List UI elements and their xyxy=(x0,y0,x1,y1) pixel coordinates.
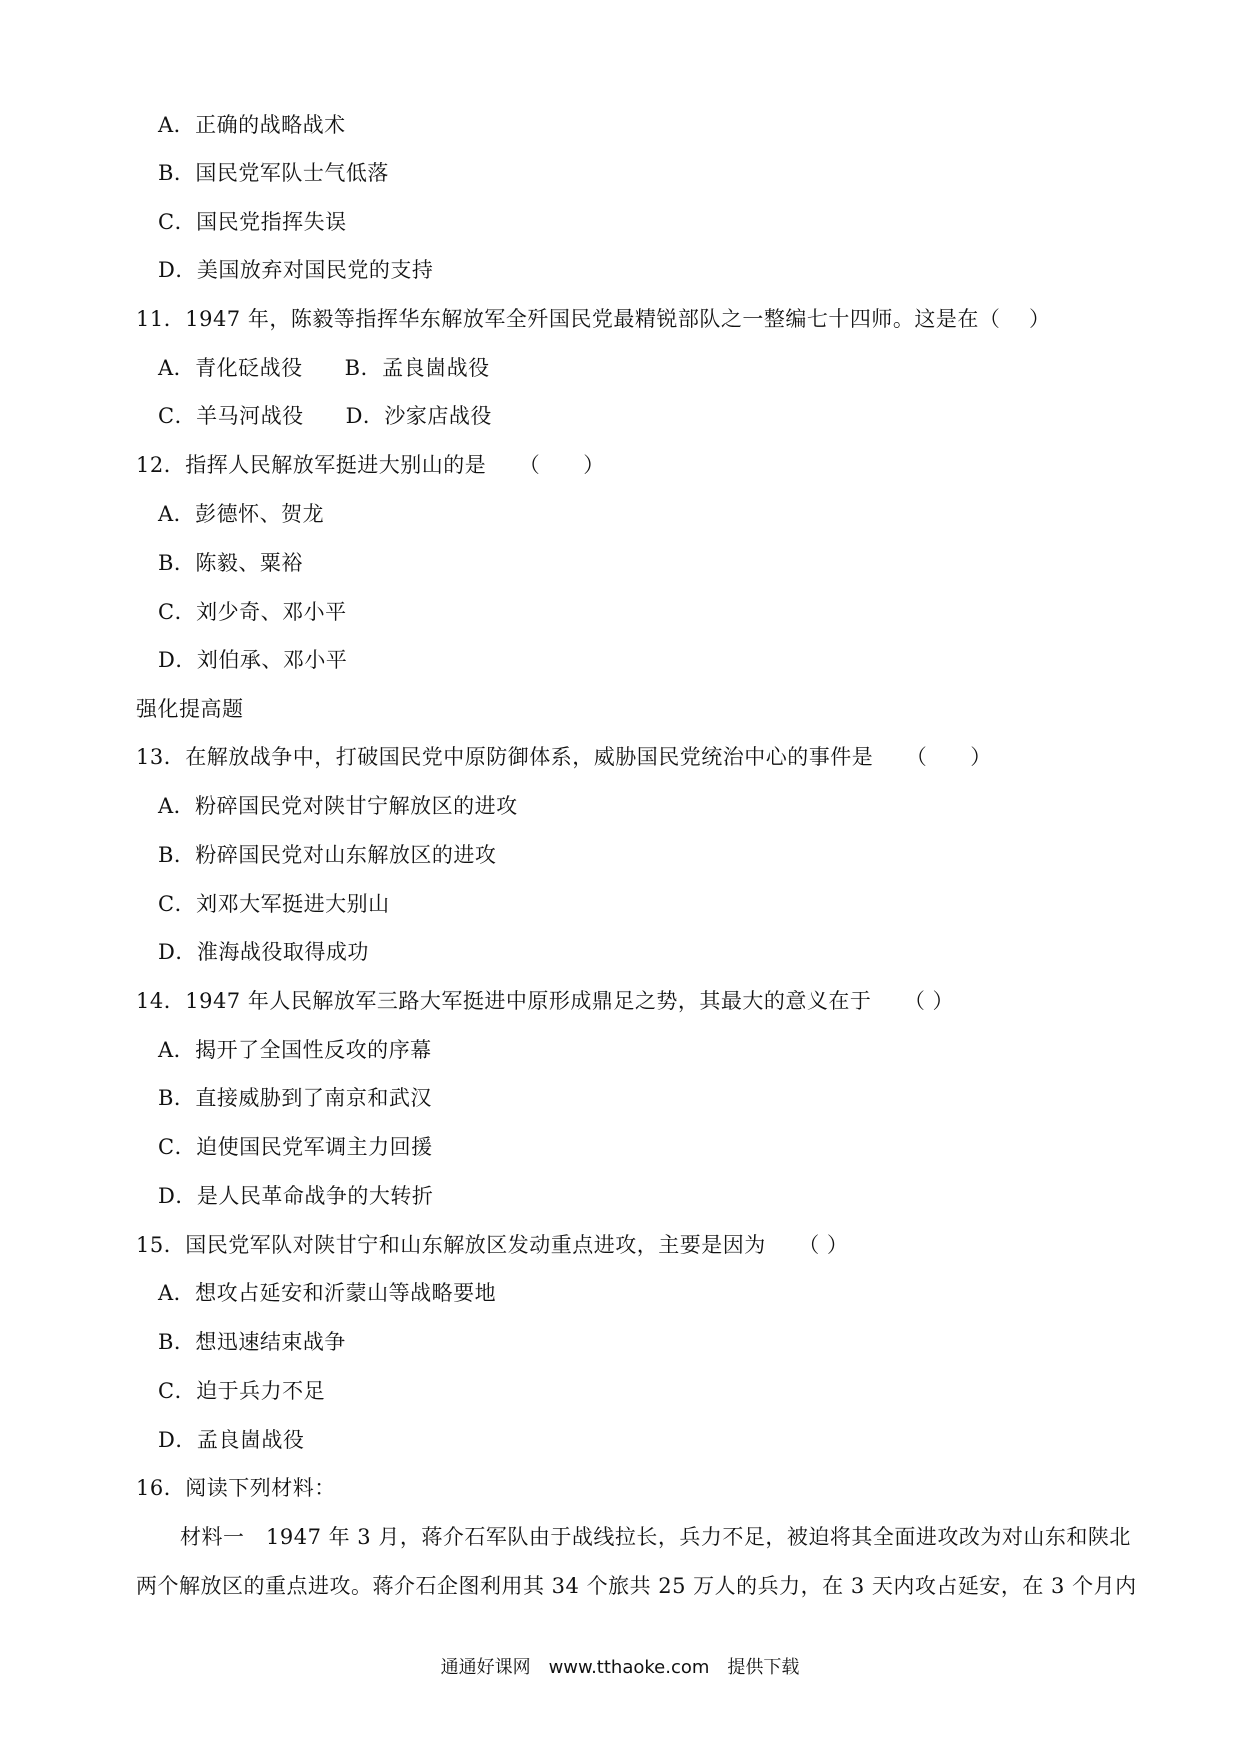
q11-option-b: B．孟良崮战役 xyxy=(344,356,490,380)
q15-option-b: B．想迅速结束战争 xyxy=(158,1330,346,1354)
q13-stem: 13．在解放战争中，打破国民党中原防御体系，威胁国民党统治中心的事件是 （ ） xyxy=(136,745,992,769)
q10-option-a: A．正确的战略战术 xyxy=(158,113,346,137)
q13-option-d: D．淮海战役取得成功 xyxy=(158,940,369,964)
page-footer: 通通好课网 www.tthaoke.com 提供下载 xyxy=(440,1657,800,1678)
q13-option-b: B．粉碎国民党对山东解放区的进攻 xyxy=(158,843,497,867)
q12-option-d: D．刘伯承、邓小平 xyxy=(158,648,348,672)
q15-option-d: D．孟良崮战役 xyxy=(158,1428,305,1452)
q11-option-c: C．羊马河战役 xyxy=(158,404,304,428)
q13-option-c: C．刘邓大军挺进大别山 xyxy=(158,892,390,916)
q11-stem: 11．1947 年，陈毅等指挥华东解放军全歼国民党最精锐部队之一整编七十四师。这是在（ ） xyxy=(136,307,1051,331)
q16-material-line-2: 两个解放区的重点进攻。蒋介石企图利用其 34 个旅共 25 万人的兵力，在 3 天内攻占延安，在 3 个月内 xyxy=(136,1574,1137,1598)
q12-stem: 12．指挥人民解放军挺进大别山的是 （ ） xyxy=(136,453,605,477)
q11-options-row-2 xyxy=(158,401,492,431)
q16-material-line-1: 材料一 1947 年 3 月，蒋介石军队由于战线拉长，兵力不足，被迫将其全面进攻改为对山东和陕北 xyxy=(180,1525,1131,1549)
q12-option-c: C．刘少奇、邓小平 xyxy=(158,600,347,624)
q11-option-d: D．沙家店战役 xyxy=(345,404,492,428)
q13-option-a: A．粉碎国民党对陕甘宁解放区的进攻 xyxy=(158,794,518,818)
q10-option-c: C．国民党指挥失误 xyxy=(158,210,347,234)
q10-option-b: B．国民党军队士气低落 xyxy=(158,161,389,185)
q14-stem: 14．1947 年人民解放军三路大军挺进中原形成鼎足之势，其最大的意义在于 （ ） xyxy=(136,989,955,1013)
q11-option-a: A．青化砭战役 xyxy=(158,356,303,380)
section-title: 强化提高题 xyxy=(136,697,244,721)
q14-option-a: A．揭开了全国性反攻的序幕 xyxy=(158,1038,432,1062)
q15-option-a: A．想攻占延安和沂蒙山等战略要地 xyxy=(158,1281,497,1305)
q12-option-b: B．陈毅、粟裕 xyxy=(158,551,303,575)
q15-option-c: C．迫于兵力不足 xyxy=(158,1379,326,1403)
q16-stem: 16．阅读下列材料： xyxy=(136,1476,336,1500)
q14-option-b: B．直接威胁到了南京和武汉 xyxy=(158,1086,432,1110)
q12-option-a: A．彭德怀、贺龙 xyxy=(158,502,325,526)
q14-option-c: C．迫使国民党军调主力回援 xyxy=(158,1135,433,1159)
q11-options-row-1 xyxy=(158,353,490,383)
q15-stem: 15．国民党军队对陕甘宁和山东解放区发动重点进攻，主要是因为 （ ） xyxy=(136,1233,849,1257)
q10-option-d: D．美国放弃对国民党的支持 xyxy=(158,258,434,282)
q14-option-d: D．是人民革命战争的大转折 xyxy=(158,1184,434,1208)
